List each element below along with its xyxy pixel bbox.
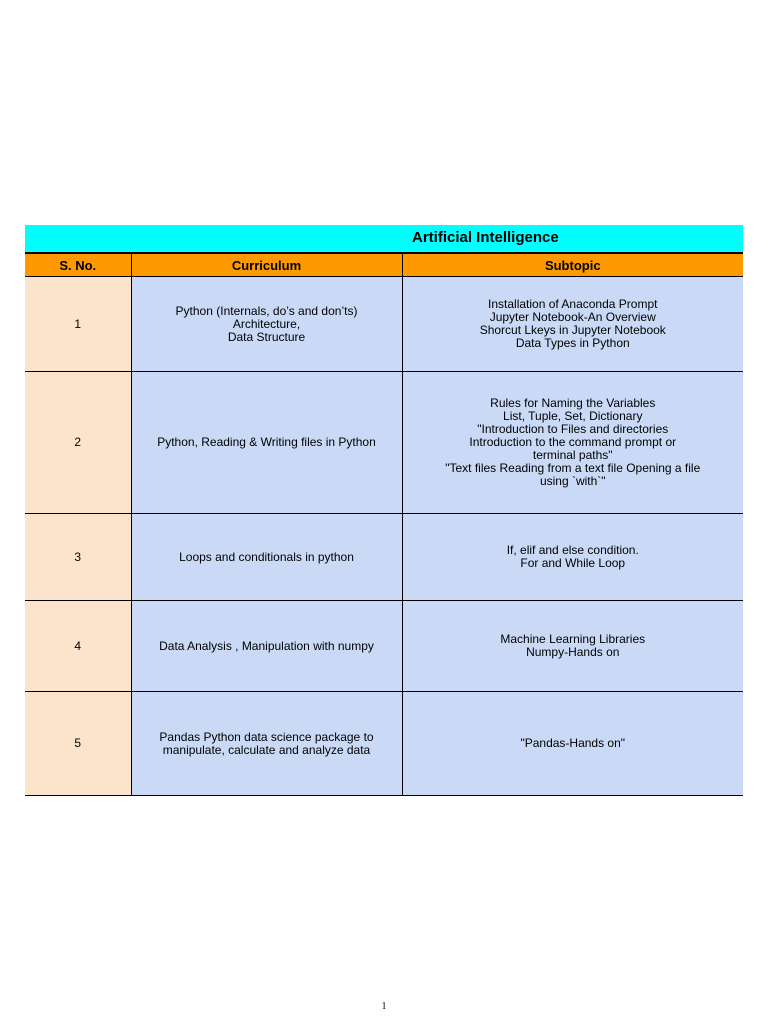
- row-sno: 4: [25, 601, 131, 692]
- table-row: [25, 514, 743, 601]
- curriculum-line: Python, Reading & Writing files in Python: [157, 435, 376, 449]
- subtopic-line: For and While Loop: [520, 556, 626, 570]
- row-curriculum: [131, 692, 402, 796]
- table-row: [25, 277, 743, 372]
- row-subtopic: [402, 372, 743, 514]
- row-curriculum: [131, 372, 402, 514]
- subtopic-line: Introduction to the command prompt or: [469, 435, 677, 449]
- curriculum-line: Pandas Python data science package to: [159, 729, 374, 744]
- document-title: Artificial Intelligence: [412, 229, 559, 246]
- table-row: [25, 692, 743, 796]
- row-subtopic: [402, 601, 743, 692]
- header-curriculum: Curriculum: [131, 254, 402, 277]
- curriculum-line: manipulate, calculate and analyze data: [162, 742, 371, 757]
- subtopic-line: terminal paths": [532, 448, 613, 462]
- subtopic-line: Shorcut Lkeys in Jupyter Notebook: [479, 323, 666, 337]
- row-curriculum: [131, 601, 402, 692]
- row-subtopic: [402, 277, 743, 372]
- row-sno: 5: [25, 692, 131, 796]
- curriculum-sheet: [25, 225, 743, 796]
- row-curriculum: [131, 514, 402, 601]
- subtopic-line: "Text files Reading from a text file Opening a file: [445, 461, 701, 475]
- subtopic-line: "Introduction to Files and directories: [477, 422, 669, 436]
- subtopic-line: Rules for Naming the Variables: [490, 396, 656, 410]
- subtopic-line: Numpy-Hands on: [526, 645, 620, 659]
- subtopic-line: "Pandas-Hands on": [520, 736, 626, 750]
- curriculum-line: Loops and conditionals in python: [179, 549, 354, 564]
- row-curriculum: [131, 277, 402, 372]
- curriculum-line: Data Structure: [227, 329, 306, 344]
- header-row: [25, 254, 743, 277]
- curriculum-table: [25, 254, 743, 796]
- curriculum-line: Data Analysis , Manipulation with numpy: [159, 638, 374, 653]
- subtopic-line: If, elif and else condition.: [506, 543, 639, 557]
- row-sno: 1: [25, 277, 131, 372]
- title-bar: [25, 225, 743, 254]
- subtopic-line: using `with`": [539, 474, 606, 488]
- row-subtopic: [402, 692, 743, 796]
- header-subtopic: Subtopic: [402, 254, 743, 277]
- subtopic-line: Installation of Anaconda Prompt: [488, 297, 658, 311]
- subtopic-line: Data Types in Python: [515, 336, 630, 350]
- row-sno: 2: [25, 372, 131, 514]
- row-sno: 3: [25, 514, 131, 601]
- table-row: [25, 372, 743, 514]
- subtopic-line: List, Tuple, Set, Dictionary: [503, 409, 643, 423]
- table-row: [25, 601, 743, 692]
- subtopic-line: Machine Learning Libraries: [500, 632, 646, 646]
- curriculum-line: Python (Internals, do’s and don’ts) Architecture,: [175, 303, 358, 331]
- header-sno: S. No.: [25, 254, 131, 277]
- row-subtopic: [402, 514, 743, 601]
- subtopic-line: Jupyter Notebook-An Overview: [489, 310, 656, 324]
- page-number: 1: [381, 1001, 387, 1012]
